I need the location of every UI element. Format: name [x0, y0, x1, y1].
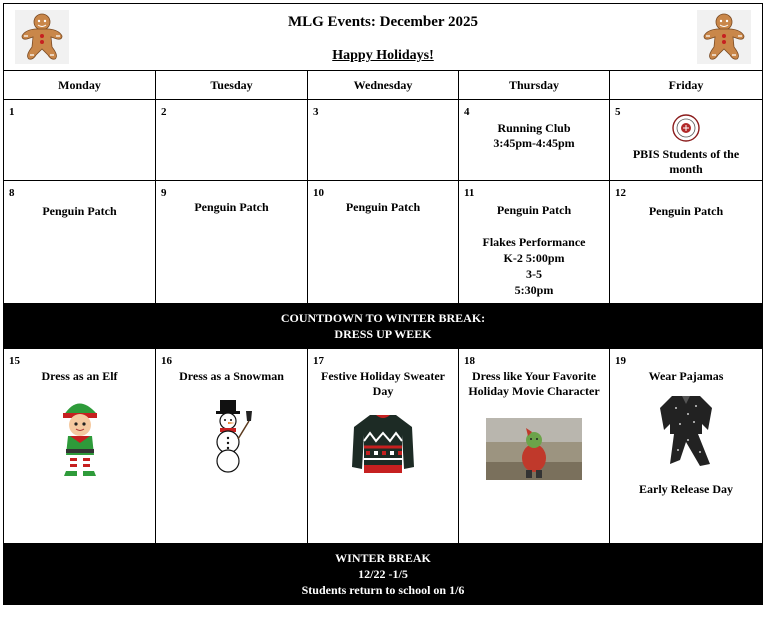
day-header-wednesday: Wednesday [308, 71, 459, 100]
day-number: 10 [313, 187, 324, 199]
banner-line: DRESS UP WEEK [334, 327, 432, 341]
event-text: Dress as an Elf [41, 369, 118, 383]
day-cell [308, 100, 459, 181]
day-number: 3 [313, 106, 319, 118]
pajamas-icon [658, 394, 714, 468]
calendar-page [3, 3, 765, 610]
calendar-header [4, 4, 763, 71]
event-text: 3:45pm-4:45pm [493, 136, 575, 150]
day-header-monday: Monday [4, 71, 156, 100]
day-cell [4, 100, 156, 181]
event-text: Penguin Patch [42, 204, 117, 218]
day-number: 18 [464, 355, 475, 367]
page-title: MLG Events: December 2025 [287, 14, 479, 30]
grinch-photo-icon [486, 418, 582, 480]
day-cell [156, 349, 308, 544]
event-text: K-2 5:00pm [503, 251, 565, 265]
day-number: 15 [9, 355, 20, 367]
event-text: Flakes Performance [482, 235, 586, 249]
day-cell [4, 349, 156, 544]
gingerbread-man-icon [697, 10, 751, 64]
day-cell [308, 181, 459, 304]
day-number: 17 [313, 355, 324, 367]
day-cell [308, 349, 459, 544]
pbis-logo-icon [670, 113, 702, 143]
day-cell [610, 349, 763, 544]
gingerbread-man-icon [15, 10, 69, 64]
event-text: Running Club [497, 121, 571, 135]
event-text: Penguin Patch [194, 200, 269, 214]
banner-line: Students return to school on 1/6 [301, 583, 465, 597]
event-text: Penguin Patch [496, 203, 572, 217]
day-number: 11 [464, 187, 475, 199]
event-text: month [669, 162, 703, 176]
event-text: Holiday Movie Character [468, 384, 600, 398]
day-number: 8 [9, 187, 15, 199]
event-text: Day [372, 384, 394, 398]
day-cell [156, 181, 308, 304]
event-text: Dress like Your Favorite [471, 369, 597, 383]
day-cell [459, 349, 610, 544]
event-text: Dress as a Snowman [179, 369, 284, 383]
banner-line: WINTER BREAK [335, 551, 431, 565]
winter-break-banner [4, 544, 763, 605]
event-text: Penguin Patch [345, 200, 421, 214]
event-text: Wear Pajamas [648, 369, 724, 383]
day-number: 9 [161, 187, 167, 199]
day-cell [459, 100, 610, 181]
day-cell [610, 181, 763, 304]
day-number: 4 [464, 106, 470, 118]
page-subtitle: Happy Holidays! [332, 48, 434, 63]
day-cell [610, 100, 763, 181]
day-number: 5 [615, 106, 621, 118]
day-number: 19 [615, 355, 626, 367]
day-number: 12 [615, 187, 626, 199]
elf-icon [58, 397, 102, 481]
day-number: 1 [9, 106, 15, 118]
banner-line: 12/22 -1/5 [358, 567, 408, 581]
day-cell [459, 181, 610, 304]
event-text: 5:30pm [514, 283, 554, 297]
event-text: Festive Holiday Sweater [321, 369, 445, 383]
day-cell [4, 181, 156, 304]
event-text: Penguin Patch [648, 204, 724, 218]
day-number: 2 [161, 106, 167, 118]
day-header-tuesday: Tuesday [156, 71, 308, 100]
event-text: 3-5 [526, 267, 542, 281]
banner-line: COUNTDOWN TO WINTER BREAK: [280, 311, 486, 325]
day-cell [156, 100, 308, 181]
day-number: 16 [161, 355, 172, 367]
event-text: PBIS Students of the [632, 147, 740, 161]
day-header-thursday: Thursday [459, 71, 610, 100]
snowman-icon [205, 397, 259, 473]
day-header-friday: Friday [610, 71, 763, 100]
event-text: Early Release Day [639, 482, 733, 496]
calendar-table [3, 3, 763, 605]
holiday-sweater-icon [350, 411, 416, 477]
dress-up-week-banner [4, 304, 763, 349]
